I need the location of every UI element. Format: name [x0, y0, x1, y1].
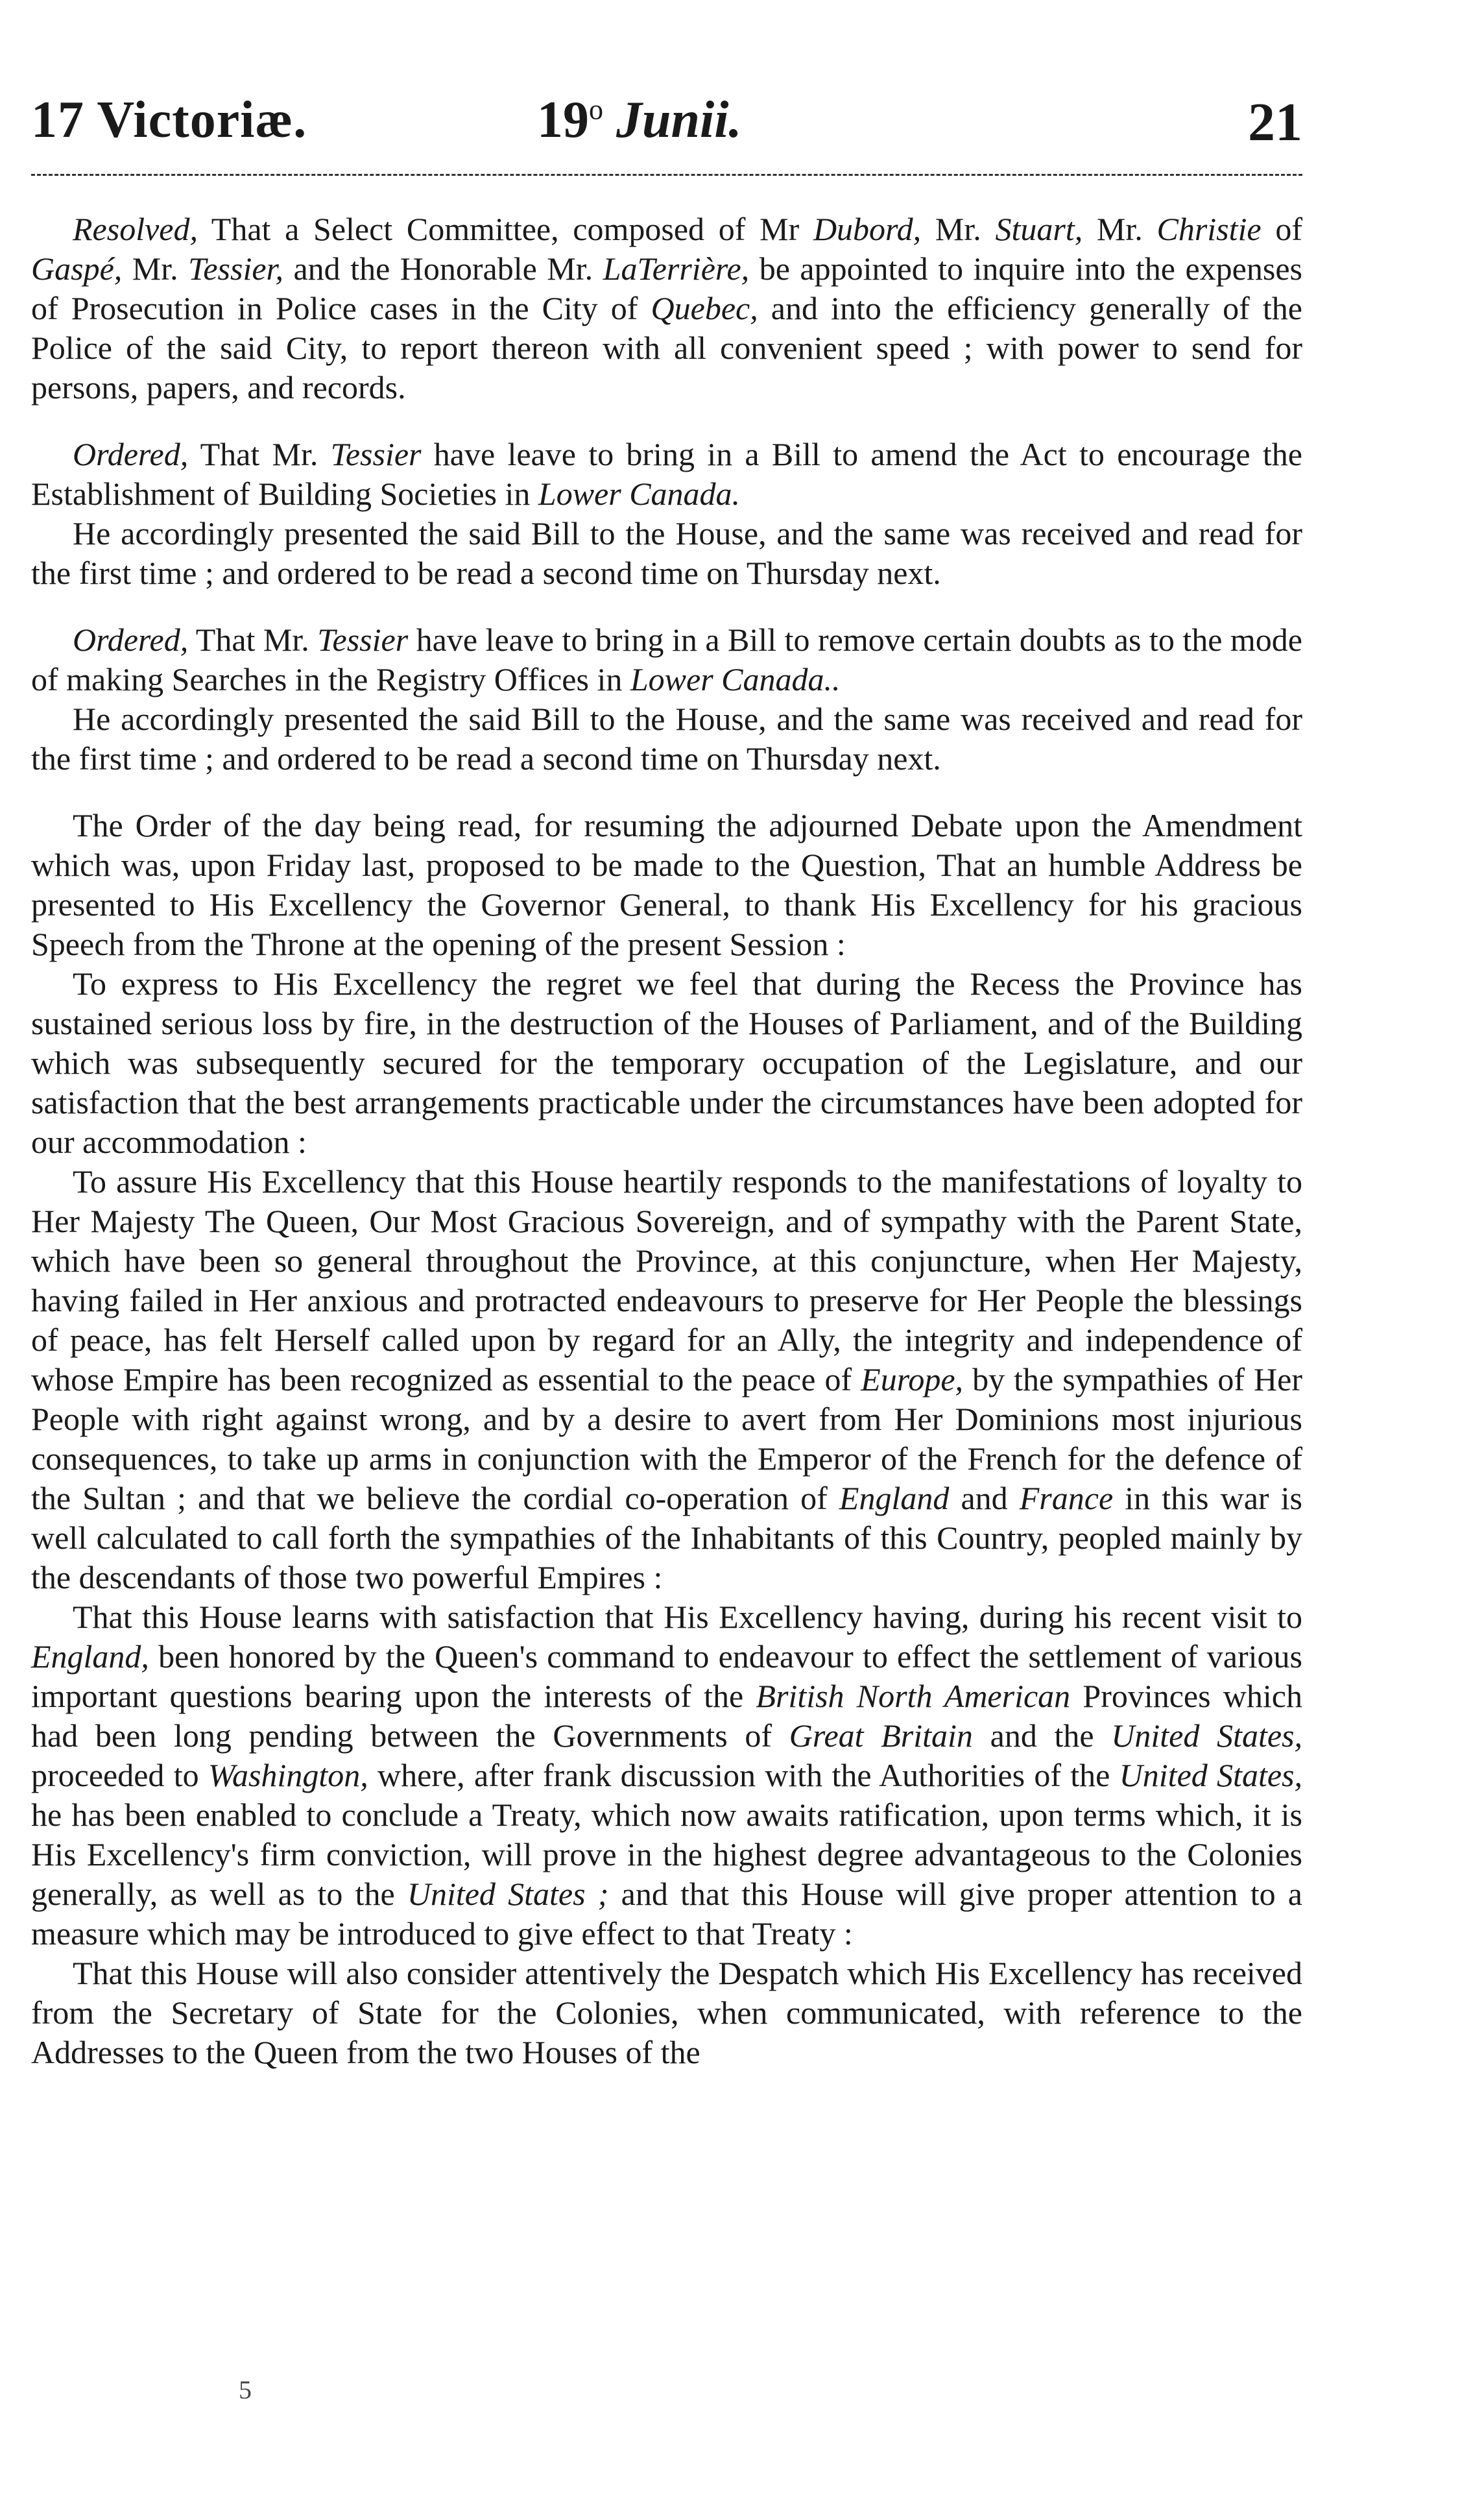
text-run: Mr.: [122, 250, 189, 287]
text-run: Europe,: [861, 1361, 964, 1398]
text-run: United States ;: [407, 1876, 609, 1912]
text-run: To assure His Excellency that this House heartily responds to the manifestations of loyalty to Her Majesty The Queen, Our Most Gracious Sovereign, and of sympathy with the Parent State, which have been so general throughout the Province, at this conjuncture, when Her Majesty, having failed in Her anxious and protracted endeavours to preserve for Her People the blessings of peace, has felt Herself called upon by regard for an Ally, the integrity and independence of whose Empire has been recognized as essential to the peace of: [31, 1163, 1302, 1398]
text-run: That a Select Committee, composed of Mr: [197, 211, 813, 247]
text-run: Lower Canada.: [538, 476, 741, 512]
document-body: [31, 210, 1302, 2072]
text-run: LaTerrière,: [603, 250, 750, 287]
header-date: [537, 91, 741, 150]
text-run: Provinces which had been long pending between the Governments of: [31, 1678, 1302, 1754]
text-run: France: [1019, 1480, 1114, 1516]
text-run: and the Honorable Mr.: [283, 250, 603, 287]
paragraph-ordered-building-societies: [31, 435, 1302, 514]
text-run: He accordingly presented the said Bill to the House, and the same was received and read for the first time ; and ordered to be read a second time on Thursday next.: [31, 515, 1302, 591]
text-run: Stuart,: [995, 211, 1083, 247]
text-run: That this House will also consider attentively the Despatch which His Excellency has received from the Secretary of State for the Colonies, when communicated, with reference to the Addresses to the Queen from the two Houses of the: [31, 1955, 1302, 2070]
text-run: To express to His Excellency the regret we feel that during the Recess the Province has sustained serious loss by fire, in the destruction of the Houses of Parliament, and of the Building which was subsequently secured for the temporary occupation of the Legislature, and our satisfaction that the best arrangements practicable under the circumstances have been adopted for our accommodation :: [31, 965, 1302, 1160]
text-run: and: [949, 1480, 1020, 1516]
text-run: Tessier,: [188, 250, 283, 287]
text-run: Dubord,: [813, 211, 922, 247]
text-run: Great Britain: [789, 1717, 973, 1754]
text-run: and the: [972, 1717, 1112, 1754]
paragraph-order-of-day: [31, 806, 1302, 964]
text-run: The Order of the day being read, for resuming the adjourned Debate upon the Amendment which was, upon Friday last, proposed to be made to the Question, That an humble Address be presented to His Excellency the Governor General, to thank His Excellency for his gracious Speech from the Throne at the opening of the present Session :: [31, 807, 1302, 962]
text-run: been honored by the Queen's command to endeavour to effect the settlement of various important questions bearing upon the interests of the: [31, 1638, 1302, 1714]
paragraph-treaty: [31, 1597, 1302, 1954]
page-number: 21: [1248, 92, 1302, 152]
text-run: Tessier: [317, 622, 409, 658]
text-run: by the sympathies of Her People with right against wrong, and by a desire to avert from Her Dominions most injurious consequences, to take up arms in conjunction with the Emperor of the French for the defence of the Sultan ; and that we believe the cordial co-operation of: [31, 1361, 1302, 1516]
paragraph-resolved-committee: [31, 210, 1302, 407]
text-run: Ordered,: [73, 622, 189, 658]
paragraph-ordered-registry-offices: [31, 620, 1302, 699]
text-run: He accordingly presented the said Bill to the House, and the same was received and read for the first time ; and ordered to be read a second time on Thursday next.: [31, 701, 1302, 777]
paragraph-regret-fire: [31, 964, 1302, 1162]
header-date-month: Junii.: [616, 91, 742, 149]
text-run: where, after frank discussion with the Authorities of the: [368, 1757, 1119, 1793]
header-date-sup: o: [589, 93, 603, 126]
text-run: United States,: [1119, 1757, 1302, 1793]
text-run: Lower Canada..: [630, 661, 841, 697]
text-run: England,: [31, 1638, 149, 1675]
text-run: and into the efficiency generally of the Police of the said City, to report thereon with all convenient speed ; with power to send for persons, papers, and records.: [31, 290, 1302, 406]
text-run: he has been enabled to conclude a Treaty, which now awaits ratification, upon terms which, it is His Excellency's firm conviction, will prove in the highest degree advantageous to the Colonies generally, as well as to the: [31, 1797, 1302, 1912]
text-run: Tessier: [330, 436, 422, 472]
text-run: Resolved,: [73, 211, 198, 247]
text-run: of: [1261, 211, 1302, 247]
text-run: Mr.: [1083, 211, 1157, 247]
text-run: Christie: [1156, 211, 1262, 247]
header-rule: [31, 174, 1302, 176]
text-run: Washington,: [208, 1757, 368, 1793]
text-run: Gaspé,: [31, 250, 123, 287]
text-run: Mr.: [921, 211, 996, 247]
text-run: in this war is well calculated to call forth the sympathies of the Inhabitants of this Country, peopled mainly by the descendants of those two powerful Empires :: [31, 1480, 1302, 1595]
paragraph-despatch: [31, 1954, 1302, 2072]
text-run: have leave to bring in a Bill to amend the Act to encourage the Establishment of Building Societies in: [31, 436, 1302, 512]
paragraph-bill-presented-1: [31, 514, 1302, 593]
document-page: [31, 91, 1302, 2072]
signature-mark: 5: [239, 2375, 252, 2404]
text-run: proceeded to: [31, 1757, 208, 1793]
text-run: England: [839, 1480, 950, 1516]
text-run: British North American: [756, 1678, 1071, 1714]
text-run: Ordered,: [73, 436, 189, 472]
text-run: That this House learns with satisfaction that His Excellency having, during his recent visit to: [73, 1599, 1302, 1635]
page-header: [31, 91, 1302, 169]
text-run: have leave to bring in a Bill to remove certain doubts as to the mode of making Searches in the Registry Offices in: [31, 622, 1302, 697]
header-date-number: 19: [537, 91, 589, 149]
text-run: That Mr.: [188, 622, 318, 658]
text-run: be appointed to inquire into the expenses of Prosecution in Police cases in the City of: [31, 250, 1302, 326]
header-regnal-year: 17 Victoriæ.: [31, 91, 307, 149]
text-run: That Mr.: [188, 436, 331, 472]
text-run: and that this House will give proper attention to a measure which may be introduced to give effect to that Treaty :: [31, 1876, 1302, 1952]
paragraph-bill-presented-2: [31, 699, 1302, 779]
text-run: Quebec,: [651, 290, 758, 326]
text-run: United States,: [1111, 1717, 1302, 1754]
paragraph-loyalty: [31, 1162, 1302, 1597]
